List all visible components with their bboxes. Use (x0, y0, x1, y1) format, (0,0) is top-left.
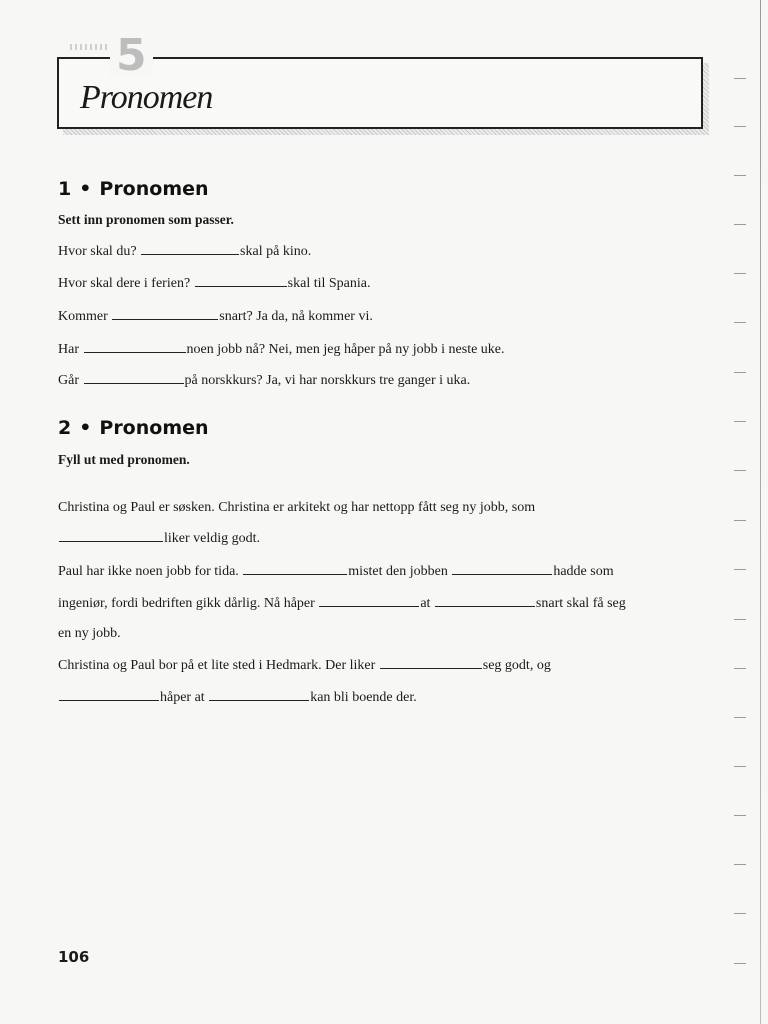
exercise-2-paragraph-2-line-1 (58, 563, 614, 581)
line-text: hadde som (553, 564, 614, 579)
bullet-icon: • (79, 417, 92, 439)
line-text: snart? Ja da, nå kommer vi. (219, 309, 373, 324)
exercise-1-line-1 (58, 243, 311, 261)
answer-blank[interactable] (59, 540, 163, 542)
chapter-number: 5 (110, 34, 153, 78)
answer-blank[interactable] (84, 351, 186, 353)
line-text: mistet den jobben (348, 564, 448, 579)
answer-blank[interactable] (209, 699, 309, 701)
line-text: kan bli boende der. (310, 690, 417, 705)
edge-mark (734, 224, 746, 225)
line-text: snart skal få seg (535, 596, 626, 611)
exercise-2-paragraph-2-line-2 (58, 595, 626, 613)
exercise-1-title: Pronomen (99, 178, 209, 200)
edge-mark (734, 963, 746, 964)
chapter-dots-decoration (70, 44, 108, 50)
page-edge (760, 0, 761, 1024)
exercise-2-number: 2 (58, 417, 72, 439)
answer-blank[interactable] (84, 382, 184, 384)
line-text: seg godt, og (482, 658, 551, 673)
edge-mark (734, 421, 746, 422)
line-text: ingeniør, fordi bedriften gikk dårlig. Nå håper (58, 596, 315, 611)
line-text: skal på kino. (240, 244, 312, 259)
line-text: på norskkurs? Ja, vi har norskkurs tre ganger i uka. (184, 373, 471, 388)
exercise-1-number: 1 (58, 178, 72, 200)
line-text: Christina og Paul bor på et lite sted i Hedmark. Der liker (58, 658, 376, 673)
exercise-2-paragraph-2-line-3: en ny jobb. (58, 626, 121, 641)
edge-mark (734, 569, 746, 570)
exercise-2-title: Pronomen (99, 417, 209, 439)
exercise-2-paragraph-1-line-1: Christina og Paul er søsken. Christina er arkitekt og har nettopp fått seg ny jobb, som (58, 500, 536, 515)
line-text: at (420, 596, 431, 611)
edge-mark (734, 470, 746, 471)
exercise-1-line-5 (58, 372, 470, 390)
exercise-1-line-4 (58, 341, 505, 359)
page-number: 106 (58, 948, 90, 966)
line-text: Har (58, 342, 79, 357)
line-text: håper at (160, 690, 205, 705)
edge-mark (734, 815, 746, 816)
edge-mark (734, 175, 746, 176)
exercise-2-instruction: Fyll ut med pronomen. (58, 452, 190, 467)
answer-blank[interactable] (59, 699, 159, 701)
answer-blank[interactable] (141, 253, 239, 255)
answer-blank[interactable] (319, 605, 419, 607)
exercise-1-line-3 (58, 308, 373, 326)
edge-mark (734, 520, 746, 521)
answer-blank[interactable] (112, 318, 218, 320)
exercise-1-instruction: Sett inn pronomen som passer. (58, 212, 234, 227)
edge-mark (734, 717, 746, 718)
exercise-2-heading (58, 416, 209, 440)
edge-mark (734, 766, 746, 767)
line-text: Paul har ikke noen jobb for tida. (58, 564, 239, 579)
line-text: Kommer (58, 309, 108, 324)
exercise-2-paragraph-1-line-2 (58, 530, 260, 548)
answer-blank[interactable] (243, 573, 347, 575)
exercise-1-heading (58, 177, 209, 201)
exercise-2-paragraph-3-line-1 (58, 657, 551, 675)
line-text: Går (58, 373, 79, 388)
line-text: Hvor skal du? (58, 244, 137, 259)
edge-mark (734, 78, 746, 79)
chapter-title: Pronomen (80, 79, 213, 116)
edge-mark (734, 372, 746, 373)
line-text: noen jobb nå? Nei, men jeg håper på ny jobb i neste uke. (186, 342, 505, 357)
line-text: Hvor skal dere i ferien? (58, 276, 191, 291)
edge-mark (734, 668, 746, 669)
answer-blank[interactable] (435, 605, 535, 607)
edge-mark (734, 273, 746, 274)
exercise-2-paragraph-3-line-2 (58, 689, 417, 707)
line-text: liker veldig godt. (164, 531, 261, 546)
exercise-1-line-2 (58, 275, 371, 293)
edge-mark (734, 864, 746, 865)
edge-mark (734, 619, 746, 620)
answer-blank[interactable] (452, 573, 552, 575)
answer-blank[interactable] (195, 285, 287, 287)
edge-mark (734, 126, 746, 127)
edge-mark (734, 322, 746, 323)
bullet-icon: • (79, 178, 92, 200)
line-text: skal til Spania. (287, 276, 371, 291)
answer-blank[interactable] (380, 667, 482, 669)
edge-mark (734, 913, 746, 914)
